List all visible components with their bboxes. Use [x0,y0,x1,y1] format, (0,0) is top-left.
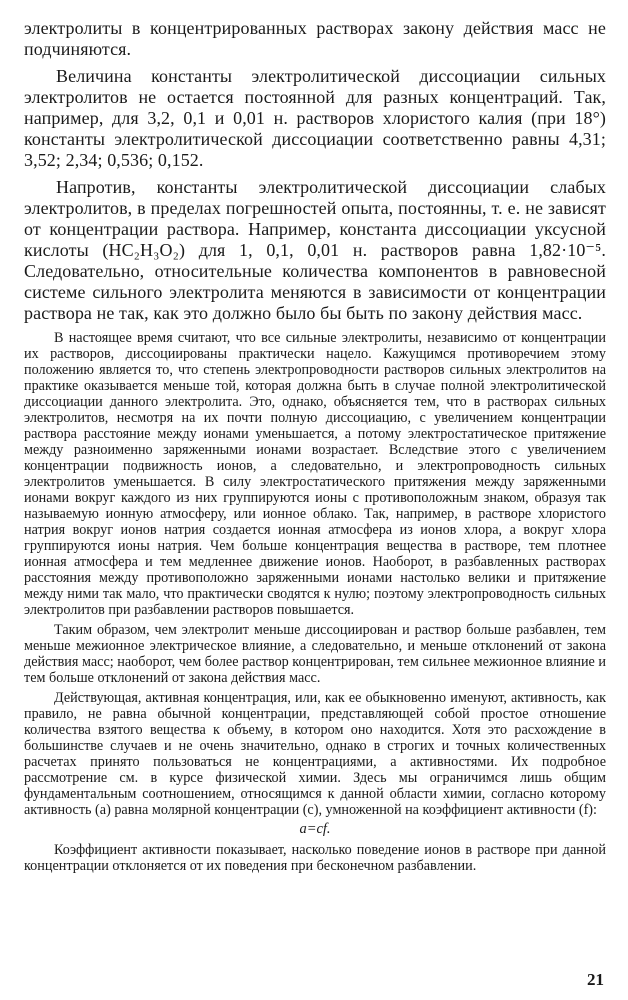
paragraph-strong-electrolytes: Величина константы электролитической диссоциации сильных электролитов не остается постоянной для разных концентраций. Так, например, для 3,2, 0,1 и 0,01 н. растворов хлористого калия (при 18°) константы электролитической диссоциации соответственно равны 4,31; 3,52; 2,34; 0,536; 0,152. [24,66,606,170]
paragraph-weak-electrolytes: Напротив, константы электролитической диссоциации слабых электролитов, в пределах погрешностей опыта, постоянны, т. е. не зависят от концентрации раствора. Например, константа диссоциации уксусной кислоты (HC₂H₃O₂) для 1, 0,1, 0,01 н. растворов равна 1,82·10⁻⁵. Следовательно, относительные количества компонентов в равновесной системе сильного электролита меняются в зависимости от концентрации раствора не так, как это должно было бы быть по закону действия масс. [24,177,606,323]
activity-formula: a=cf. [299,821,331,837]
paragraph-continuation: электролиты в концентрированных растворах закону действия масс не подчиняются. [24,18,606,59]
paragraph-ionic-atmosphere: В настоящее время считают, что все сильные электролиты, независимо от концентрации их растворов, диссоциированы практически нацело. Кажущимся противоречием этому положению является то, что степень электропроводности растворов сильных электролитов на практике оказывается меньше той, которая должна быть в случае полной электролитической диссоциации данного электролита. Это, однако, объясняется тем, что в растворах сильных электролитов, несмотря на их почти полную диссоциацию, с увеличением концентрации раствора расстояние между ионами уменьшается, а потому электростатическое притяжение между разноименно заряженными ионами возрастает. Вследствие этого с увеличением концентрации подвижность ионов, а следовательно, и электропроводность сильных электролитов уменьшается. В силу электростатического притяжения между заряженными ионами вокруг каждого из них группируются ионы с противоположным знаком, образуя так называемую ионную атмосферу, или ионное облако. Так, например, в растворе хлористого натрия вокруг ионов натрия создается ионная атмосфера из ионов хлора, а вокруг хлора группируются ионы натрия. Чем больше концентрация вещества в растворе, тем плотнее ионная атмосфера и тем медленнее движение ионов. Наоборот, в разбавленных растворах расстояния между противоположно заряженными ионами настолько велики и притяжение между ними так мало, что практически сводятся к нулю; поэтому электропроводность сильных электролитов при разбавлении растворов повышается. [24,330,606,618]
paragraph-summary: Таким образом, чем электролит меньше диссоциирован и раствор больше разбавлен, тем меньше межионное электрическое влияние, а следовательно, и меньше отклонений от закона действия масс; наоборот, чем более раствор концентрирован, тем сильнее межионное влияние и тем больше отклонений от закона действия масс. [24,622,606,686]
paragraph-activity: Действующая, активная концентрация, или, как ее обыкновенно именуют, активность, как правило, не равна обычной концентрации, представляющей собой простое отношение количества взятого вещества к объему, в котором оно находится. Хотя это расхождение в большинстве случаев и не очень значительно, однако в строгих и точных количественных расчетах принято пользоваться не концентрациями, а активностями. Их подробное рассмотрение см. в курсе физической химии. Здесь мы ограничимся лишь общим фундаментальным соотношением, относящимся к данной области химии, согласно которому активность (a) равна молярной концентрации (c), умноженной на коэффициент активности (f): [24,690,606,818]
page-number: 21 [587,970,604,989]
paragraph-activity-coefficient: Коэффициент активности показывает, насколько поведение ионов в растворе при данной концентрации отклоняется от их поведения при бесконечном разбавлении. [24,842,606,874]
